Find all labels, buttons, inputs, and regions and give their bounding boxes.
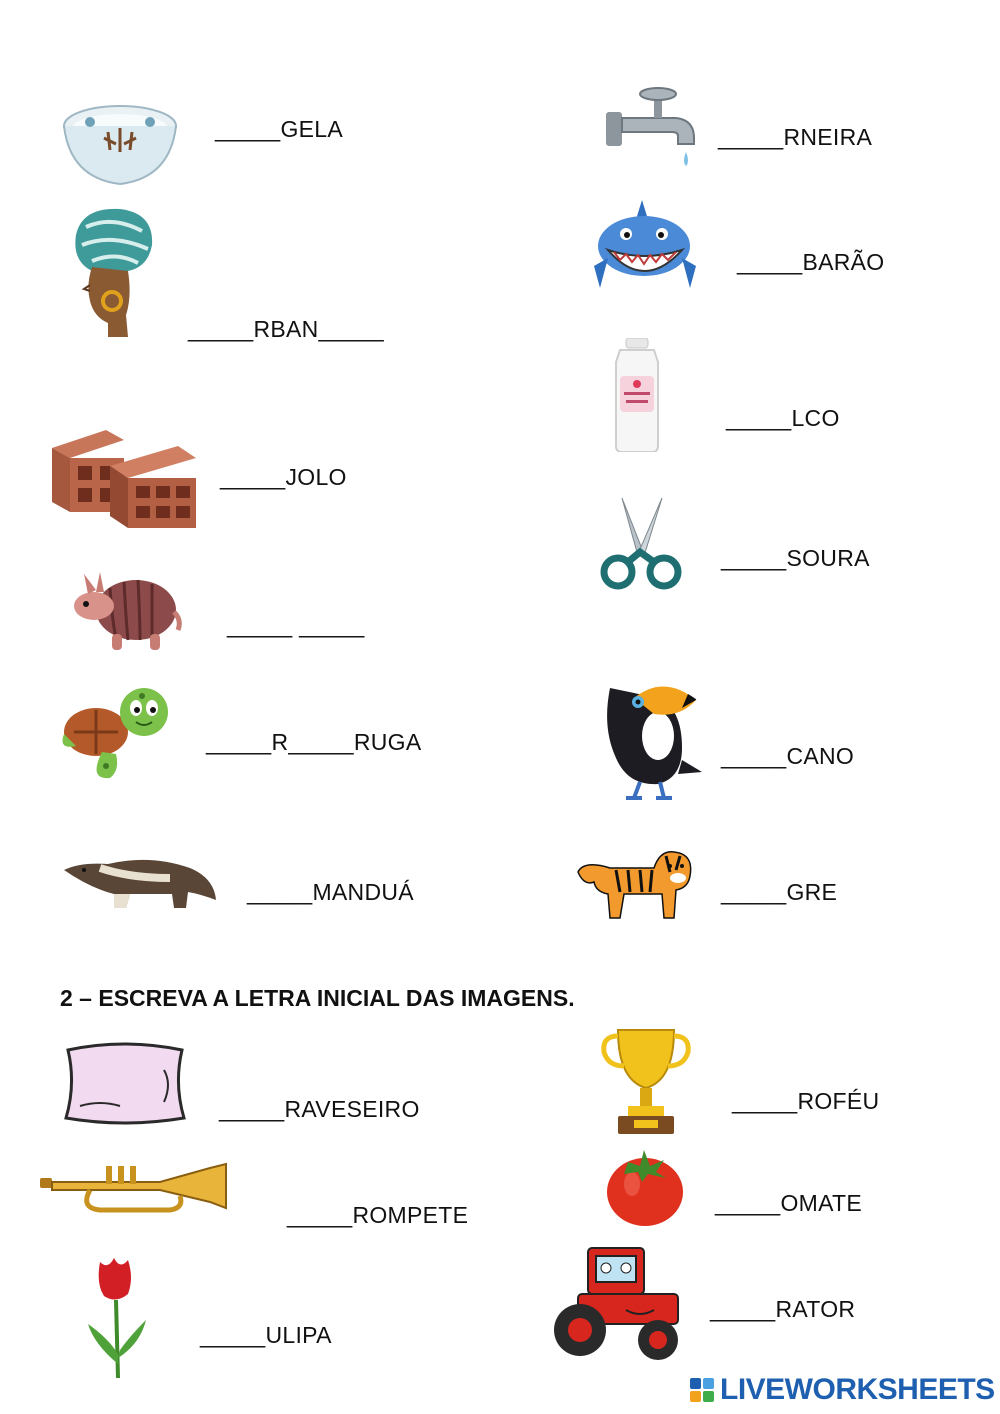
word-item: _____R_____RUGA — [206, 729, 422, 755]
word-item: _____ULIPA — [200, 1322, 332, 1348]
liveworksheets-logo — [690, 1372, 995, 1408]
word-item: _____ROFÉU — [732, 1088, 880, 1114]
word-item: _____CANO — [721, 743, 855, 769]
word-item: _____SOURA — [721, 545, 870, 571]
word-item: _____RATOR — [710, 1296, 856, 1322]
word-item: _____RBAN_____ — [188, 316, 385, 342]
toucan-icon — [598, 678, 704, 800]
bowl-icon — [60, 98, 180, 188]
word-item: _____ROMPETE — [287, 1202, 469, 1228]
anteater-icon — [60, 848, 218, 914]
tulip-icon — [84, 1254, 150, 1380]
tractor-icon — [554, 1244, 684, 1362]
talc-bottle-icon — [612, 338, 662, 452]
word-item: _____GELA — [215, 116, 344, 142]
trophy-icon — [600, 1026, 692, 1138]
word-item: _____JOLO — [220, 464, 347, 490]
armadillo-icon — [66, 560, 182, 656]
section-2-title: 2 – ESCREVA A LETRA INICIAL DAS IMAGENS. — [60, 985, 575, 1011]
word-item: _____RAVESEIRO — [219, 1096, 420, 1122]
brand-mark-icon — [690, 1378, 714, 1402]
faucet-icon — [602, 82, 702, 174]
turtle-icon — [58, 680, 176, 784]
turban-woman-icon — [62, 205, 158, 337]
bricks-icon — [46, 410, 198, 534]
word-item: _____BARÃO — [737, 249, 885, 275]
word-item: _____GRE — [721, 879, 838, 905]
brand-name: LIVEWORKSHEETS — [720, 1373, 995, 1406]
word-item: _____RNEIRA — [718, 124, 873, 150]
shark-icon — [590, 196, 700, 294]
tiger-icon — [570, 842, 696, 924]
tomato-icon — [604, 1144, 686, 1228]
word-item: _____OMATE — [715, 1190, 863, 1216]
word-item: _____LCO — [726, 405, 840, 431]
scissors-icon — [598, 494, 682, 590]
pillow-icon — [60, 1040, 190, 1126]
trumpet-icon — [40, 1162, 230, 1218]
word-item: _____ _____ — [227, 612, 365, 638]
word-item: _____MANDUÁ — [247, 879, 414, 905]
